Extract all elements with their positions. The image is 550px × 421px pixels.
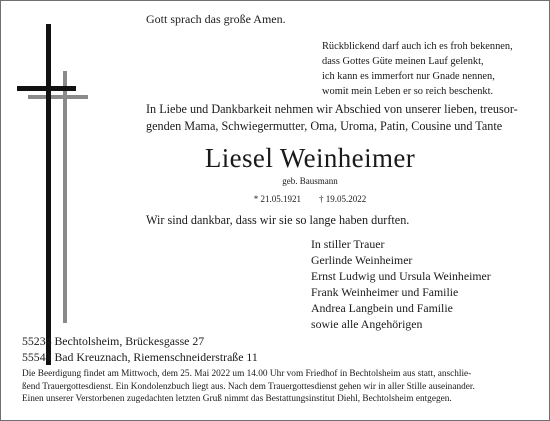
funeral-line: Einen unserer Verstorbenen zugedachten letzten Gruß nimmt das Bestattungsinstitut Diehl, Bechtolsheim entgegen. — [22, 394, 452, 404]
farewell-line: genden Mama, Schwiegermutter, Oma, Uroma, Patin, Cousine und Tante — [146, 119, 503, 133]
gratitude-text: Wir sind dankbar, dass wir sie so lange haben durften. — [146, 213, 410, 227]
poem — [322, 39, 513, 99]
mourner-line: In stiller Trauer — [311, 237, 385, 251]
life-dates — [0, 194, 550, 204]
mourner-line: Gerlinde Weinheimer — [311, 253, 413, 267]
cross-shadow-horizontal — [28, 95, 88, 99]
death-date: † 19.05.2022 — [319, 194, 367, 204]
farewell-text — [146, 101, 518, 135]
poem-line: ich kann es immerfort nur Gnade nennen, — [322, 71, 495, 82]
address-line: 55234 Bechtolsheim, Brückesgasse 27 — [22, 334, 205, 348]
mourner-line: Ernst Ludwig und Ursula Weinheimer — [311, 269, 491, 283]
mourner-line: Andrea Langbein und Familie — [311, 301, 453, 315]
mourner-line: Frank Weinheimer und Familie — [311, 285, 459, 299]
maiden-name: geb. Bausmann — [282, 176, 338, 186]
mourner-line: sowie alle Angehörigen — [311, 317, 423, 331]
funeral-line: Die Beerdigung findet am Mittwoch, dem 25. Mai 2022 um 14.00 Uhr vom Friedhof in Bechtolsheim aus statt, anschlie- — [22, 369, 472, 379]
funeral-line: ßend Trauergottesdienst. Ein Kondolenzbuch liegt aus. Nach dem Trauergottesdienst gehen wir in aller Stille auseinander. — [22, 381, 475, 392]
farewell-line: In Liebe und Dankbarkeit nehmen wir Abschied von unserer lieben, treusor- — [146, 102, 518, 116]
funeral-details — [22, 368, 475, 406]
cross-horizontal-bar — [17, 86, 76, 91]
poem-line: dass Gottes Güte meinen Lauf gelenkt, — [322, 56, 484, 67]
intro-verse: Gott sprach das große Amen. — [146, 12, 286, 26]
mourners-list — [311, 236, 491, 332]
address-line: 55543 Bad Kreuznach, Riemenschneiderstraße 11 — [22, 350, 258, 364]
family-addresses — [22, 333, 258, 365]
poem-line: womit mein Leben er so reich beschenkt. — [322, 86, 494, 97]
deceased-name: Liesel Weinheimer — [204, 143, 416, 173]
birth-date: * 21.05.1921 — [253, 194, 301, 204]
poem-line: Rückblickend darf auch ich es froh bekennen, — [322, 41, 513, 52]
